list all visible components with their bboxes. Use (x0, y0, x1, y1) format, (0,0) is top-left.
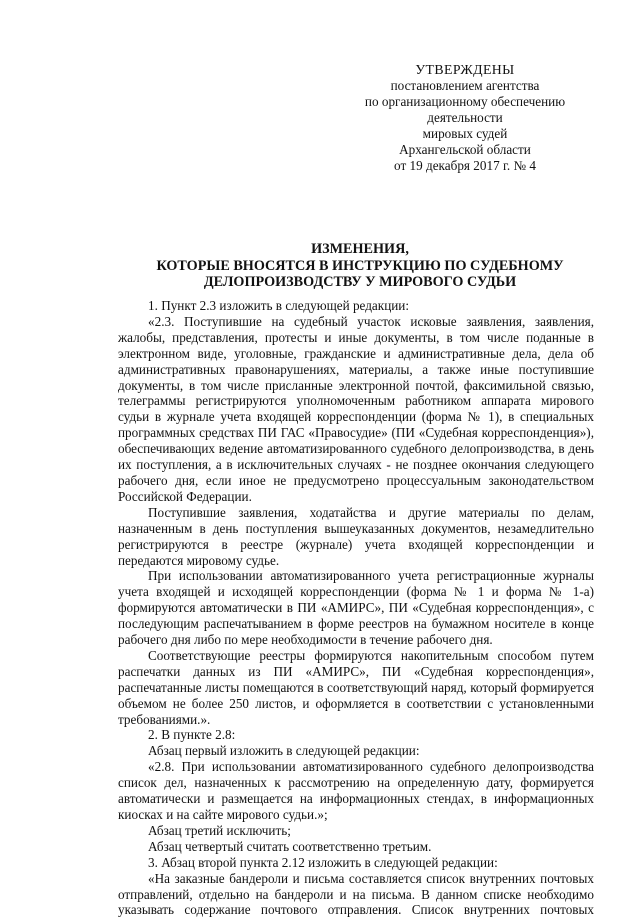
title-line: КОТОРЫЕ ВНОСЯТСЯ В ИНСТРУКЦИЮ ПО СУДЕБНОМУ (156, 257, 564, 274)
approval-date-line: от 19 декабря 2017 г. № 4 (394, 158, 536, 173)
paragraph-quoted-2-8: «2.8. При использовании автоматизированного судебного делопроизводства список дел, назначенных к рассмотрению на определенную дату, формируется автоматически и размещается на информационных стендах, в информационных киосках и на сайте мирового судьи.»; (118, 759, 594, 822)
paragraph-item-2: 2. В пункте 2.8: (148, 727, 236, 743)
paragraph: Соответствующие реестры формируются накопительным способом путем распечатки данных из ПИ «АМИРС», ПИ «Судебная корреспонденция», распечатанные листы помещаются в соответствующий наряд, который формируется объемом не более 250 листов, и оформляется в соответствии с установленными требованиями.». (118, 647, 594, 727)
approval-line: мировых судей (422, 126, 508, 141)
title-line: ИЗМЕНЕНИЯ, (311, 241, 409, 257)
paragraph-item-3: 3. Абзац второй пункта 2.12 изложить в следующей редакции: (148, 854, 498, 870)
paragraph: При использовании автоматизированного учета регистрационные журналы учета входящей и исходящей корреспонденции (форма № 1 и форма № 1-а) формируются автоматически в ПИ «АМИРС», ПИ «Судебная корреспонденция», с последующим распечатыванием в форме реестров на бумажном носителе в конце рабочего дня либо по мере необходимости в течение рабочего дня. (118, 568, 594, 648)
paragraph-item-1: 1. Пункт 2.3 изложить в следующей редакции: (148, 298, 410, 313)
approval-line: постановлением агентства (390, 78, 540, 93)
paragraph: Поступившие заявления, ходатайства и другие материалы по делам, назначенным в день поступления вышеуказанных документов, незамедлительно регистрируются в реестре (журнале) учета входящей корреспонденции и передаются мировому судье. (118, 504, 594, 568)
document-body (118, 298, 594, 918)
approval-block (340, 62, 590, 174)
paragraph: Абзац первый изложить в следующей редакции: (148, 743, 420, 759)
approval-line: Архангельской области (399, 142, 531, 157)
paragraph: Абзац четвертый считать соответственно третьим. (148, 838, 432, 854)
paragraph-quoted-2-12: «На заказные бандероли и письма составляется список внутренних почтовых отправлений, отдельно на бандероли и на письма. В данном списке необходимо указывать содержание почтового отправления. Список внутренних почтовых (118, 870, 594, 918)
paragraph-quoted-2-3: «2.3. Поступившие на судебный участок исковые заявления, заявления, жалобы, представления, протесты и иные документы, в том числе поданные в электронном виде, уголовные, гражданские и административные дела, дела об административных правонарушениях, материалы, а также иные поступившие документы, в том числе присланные электронной почтой, факсимильной связью, телеграммы регистрируются уполномоченным работником аппарата мирового судьи в журнале учета входящей корреспонденции (форма № 1), в специальных программных средствах ПИ ГАС «Правосудие» (ПИ «Судебная корреспонденция»), обеспечивающих ведение автоматизированного судебного делопроизводства, в день их поступления, а в исключительных случаях - не позднее окончания следующего рабочего дня, если иное не предусмотрено процессуальным законодательством Российской Федерации. (118, 313, 594, 504)
approval-line: деятельности (427, 110, 503, 125)
approval-line: по организационному обеспечению (364, 94, 566, 109)
approval-heading: УТВЕРЖДЕНЫ (415, 62, 515, 77)
document-title (110, 241, 610, 291)
title-line: ДЕЛОПРОИЗВОДСТВУ У МИРОВОГО СУДЬИ (203, 274, 517, 290)
paragraph: Абзац третий исключить; (148, 822, 291, 838)
